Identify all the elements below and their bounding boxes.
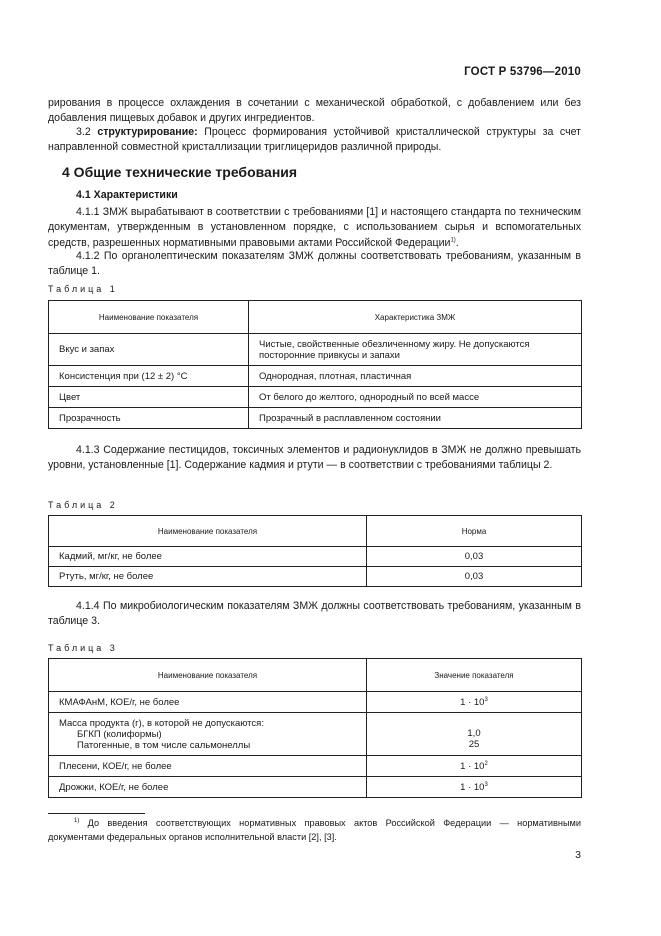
value-base: 1 · 10 [460, 781, 485, 793]
term-definition [48, 125, 581, 156]
value-exponent: 2 [484, 760, 488, 767]
term-label: структурирование: [97, 126, 198, 138]
table2 [48, 515, 582, 587]
footnote-text: До введения соответствующих нормативных правовых актов Российской Федерации — нормативными документами федеральных органов исполнительной власти [2], [3]. [48, 818, 581, 842]
mass-label: Масса продукта (г), в которой не допускаются: [59, 717, 264, 729]
footnote-divider [48, 813, 145, 814]
paragraph-4-1-2: 4.1.2 По органолептическим показателям ЗМЖ должны соответствовать требованиям, указанным в таблице 1. [48, 250, 581, 278]
table1-cell-name: Прозрачность [49, 408, 249, 429]
section-title: 4 Общие технические требования [62, 164, 298, 180]
term-text: Процесс формирования устойчивой кристаллической структуры за счет направленной совместной кристаллизации триглицеридов различной природы. [48, 126, 581, 154]
table1-caption: Таблица 1 [48, 284, 118, 294]
table3-cell-value [367, 692, 582, 713]
table3-caption: Таблица 3 [48, 643, 118, 653]
table3-header-name: Наименование показателя [49, 659, 367, 692]
table1-cell-name: Консистенция при (12 ± 2) °С [49, 366, 249, 387]
paragraph-4-1-1-text: 4.1.1 ЗМЖ вырабатывают в соответствии с требованиями [1] и настоящего стандарта по техническим документам, утвержденным в установленном порядке, с использованием сырья и вспомогательных средств, разрешенных нормативными правовыми актами Российской Федерации [48, 206, 581, 249]
table-row [49, 408, 582, 429]
table-row [49, 777, 582, 798]
table2-cell-name: Кадмий, мг/кг, не более [49, 547, 367, 567]
table-row [49, 334, 582, 366]
table-row [49, 366, 582, 387]
value-exponent: 3 [484, 781, 488, 788]
table3 [48, 658, 582, 798]
table-row [49, 713, 582, 756]
table1 [48, 300, 582, 429]
paragraph-4-1-1 [48, 205, 581, 251]
table2-header-value: Норма [367, 516, 582, 547]
table1-cell-name: Цвет [49, 387, 249, 408]
subsection-title: 4.1 Характеристики [76, 189, 178, 201]
table-row [49, 567, 582, 587]
table1-cell-value: Однородная, плотная, пластичная [249, 366, 582, 387]
paragraph-4-1-3: 4.1.3 Содержание пестицидов, токсичных элементов и радионуклидов в ЗМЖ не должно превышать уровни, установленные [1]. Содержание кадмия и ртути — в соответствии с требованиями таблицы 2. [48, 444, 581, 472]
table2-cell-value: 0,03 [367, 547, 582, 567]
table1-header-value: Характеристика ЗМЖ [249, 301, 582, 334]
footnote [48, 817, 581, 844]
intro-paragraph: рирования в процессе охлаждения в сочетании с механической обработкой, с добавлением или без добавления пищевых добавок и других ингредиентов. [48, 97, 581, 125]
table3-cell-name [49, 713, 367, 756]
table1-header-name: Наименование показателя [49, 301, 249, 334]
table2-caption: Таблица 2 [48, 500, 118, 510]
mass-value: 25 [468, 739, 480, 750]
mass-sub-item: Патогенные, в том числе сальмонеллы [77, 739, 251, 751]
paragraph-4-1-1-end: . [455, 236, 459, 249]
table1-cell-value: От белого до желтого, однородный по всей массе [249, 387, 582, 408]
table3-header-value: Значение показателя [367, 659, 582, 692]
table3-cell-value [367, 713, 582, 756]
standard-header: ГОСТ Р 53796—2010 [464, 66, 581, 78]
footnote-ref: 1) [450, 237, 456, 244]
table1-cell-value: Чистые, свойственные обезличенному жиру. Не допускаются посторонние привкусы и запахи [249, 334, 582, 366]
table2-cell-value: 0,03 [367, 567, 582, 587]
footnote-mark: 1) [74, 817, 80, 824]
table1-cell-name: Вкус и запах [49, 334, 249, 366]
table1-cell-value: Прозрачный в расплавленном состоянии [249, 408, 582, 429]
mass-value: 1,0 [467, 728, 481, 739]
table-row [49, 387, 582, 408]
value-base: 1 · 10 [460, 696, 485, 708]
table-row [49, 547, 582, 567]
table3-cell-name: Дрожжи, КОЕ/г, не более [49, 777, 367, 798]
table-row [49, 692, 582, 713]
table2-cell-name: Ртуть, мг/кг, не более [49, 567, 367, 587]
table-row [49, 756, 582, 777]
value-base: 1 · 10 [460, 760, 485, 772]
table3-cell-value [367, 777, 582, 798]
mass-sub-item: БГКП (колиформы) [77, 728, 162, 740]
table2-header-name: Наименование показателя [49, 516, 367, 547]
table3-cell-name: Плесени, КОЕ/г, не более [49, 756, 367, 777]
term-number: 3.2 [76, 126, 91, 138]
value-exponent: 3 [484, 696, 488, 703]
page-number: 3 [575, 849, 581, 861]
table3-cell-value [367, 756, 582, 777]
paragraph-4-1-4: 4.1.4 По микробиологическим показателям ЗМЖ должны соответствовать требованиям, указанным в таблице 3. [48, 600, 581, 628]
table3-cell-name: КМАФАнМ, КОЕ/г, не более [49, 692, 367, 713]
